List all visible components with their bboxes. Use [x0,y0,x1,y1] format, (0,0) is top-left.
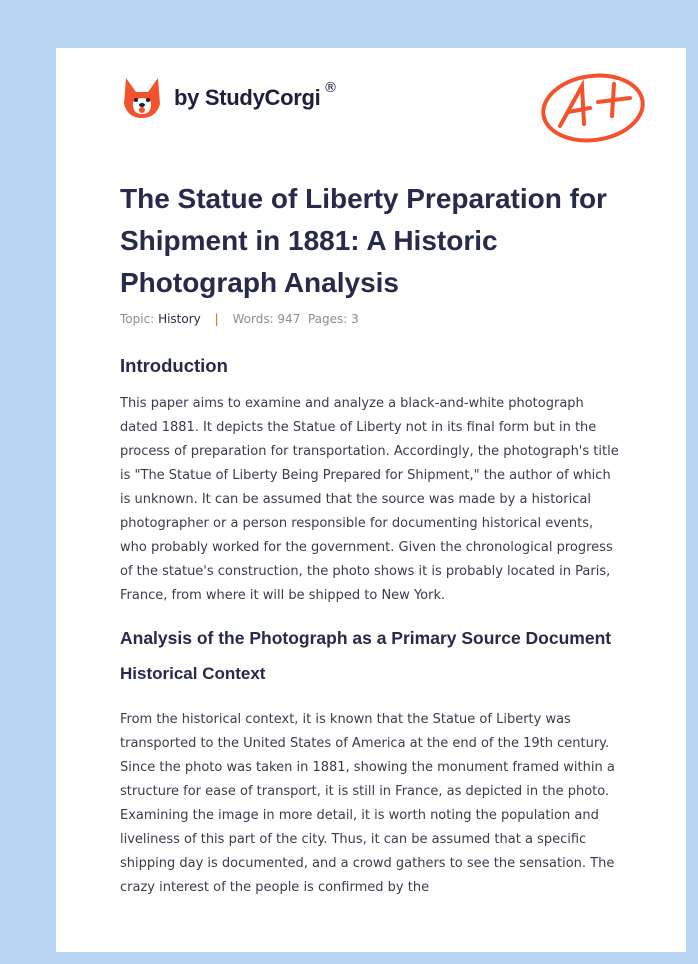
brand-name: by StudyCorgi [174,85,321,110]
historical-context-text: From the historical context, it is known that the Statue of Liberty was transported to the United States of America at the end of the 19th century. Since the photo was taken in 1881, showing the monument framed within a structure for ease of transport, it is still in France, as depicted in the photo. Examining the image in more detail, it is worth noting the population and liveliness of this part of the city. Thus, it can be assumed that a specific shipping day is documented, and a crowd gathers to see the sensation. The crazy interest of the people is confirmed by the [120,712,615,895]
page-title: The Statue of Liberty Preparation for Shipment in 1881: A Historic Photograph Analysis [120,183,607,298]
historical-context-heading: Historical Context [120,664,266,683]
meta-info [120,312,359,326]
a-plus-grade-icon [538,72,648,144]
studycorgi-logo[interactable] [122,76,337,120]
introduction-text: This paper aims to examine and analyze a black-and-white photograph dated 1881. It depicts the Statue of Liberty not in its final form but in the process of preparation for transportation. Accordingly, the photograph's title is "The Statue of Liberty Being Prepared for Shipment," the author of which is unknown. It can be assumed that the source was made by a historical photographer or a person responsible for documenting historical events, who probably worked for the government. Given the chronological progress of the statue's construction, the photo shows it is probably located in Paris, France, from where it will be shipped to New York. [120,396,619,603]
topic-label: Topic: [120,312,155,326]
page-count: Pages: 3 [307,312,359,326]
word-count: Words: 947 [232,312,301,326]
meta-separator: | [214,312,219,326]
registered-mark: ® [323,80,338,96]
introduction-heading: Introduction [120,355,228,376]
topic-link[interactable]: History [158,312,201,326]
analysis-heading: Analysis of the Photograph as a Primary Source Document [120,628,612,648]
document-card [56,48,686,952]
article-body [120,354,620,900]
corgi-icon [122,76,162,120]
